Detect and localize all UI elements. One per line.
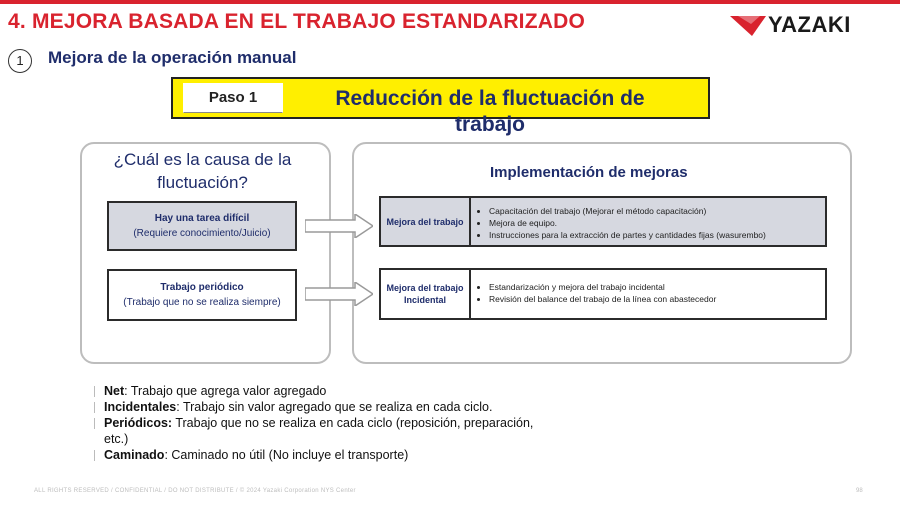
- arrow-right-icon: [305, 282, 373, 306]
- list-item: • Mejora de equipo.: [489, 217, 766, 229]
- improvement-row-incidental: [379, 268, 827, 320]
- note-term: Periódicos:: [104, 416, 173, 430]
- list-item: • Revisión del balance del trabajo de la línea con abastecedor: [489, 293, 716, 305]
- definitions-notes: [98, 383, 558, 463]
- note-text: : Trabajo sin valor agregado que se realiza en cada ciclo.: [176, 400, 493, 414]
- note-text: : Caminado no útil (No incluye el transporte): [164, 448, 409, 462]
- section-number: 1: [8, 49, 32, 73]
- step-label: Paso 1: [183, 83, 283, 113]
- cause-title: Trabajo periódico: [160, 282, 244, 293]
- cause-title: Hay una tarea difícil: [154, 213, 250, 224]
- step-title: Reducción de la fluctuación de trabajo: [335, 87, 645, 136]
- cause-question: ¿Cuál es la causa de la fluctuación?: [113, 150, 292, 192]
- note-text: : Trabajo que agrega valor agregado: [124, 384, 327, 398]
- note-incidental: [98, 399, 558, 415]
- note-term: Caminado: [104, 448, 165, 462]
- logo-text: YAZAKI: [768, 12, 851, 37]
- arrow-right-icon: [305, 214, 373, 238]
- list-item: • Estandarización y mejora del trabajo incidental: [489, 281, 716, 293]
- note-periodic: [98, 415, 558, 447]
- note-term: Incidentales: [104, 400, 177, 414]
- company-logo: [730, 12, 870, 38]
- list-item: • Capacitación del trabajo (Mejorar el método capacitación): [489, 205, 766, 217]
- note-walking: [98, 447, 558, 463]
- cause-detail: (Trabajo que no se realiza siempre): [123, 297, 281, 308]
- improvement-list: [477, 205, 766, 241]
- yazaki-logo-icon: [730, 12, 766, 38]
- note-text: Trabajo que no se realiza en cada ciclo (reposición, preparación, etc.): [104, 416, 534, 446]
- improvement-row-label: Mejora del trabajo Incidental: [381, 270, 471, 318]
- section-subtitle: Mejora de la operación manual: [48, 48, 297, 67]
- cause-box-difficult-task: [107, 201, 297, 251]
- note-net: [98, 383, 558, 399]
- list-item: • Instrucciones para la extracción de partes y cantidades fijas (wasurembo): [489, 229, 766, 241]
- page-number: 98: [856, 488, 863, 494]
- improvement-row-work: [379, 196, 827, 247]
- footer-legal: ALL RIGHTS RESERVED / CONFIDENTIAL / DO NOT DISTRIBUTE / © 2024 Yazaki Corporation NYS Center: [34, 488, 356, 494]
- cause-box-periodic-work: [107, 269, 297, 321]
- page-title: 4. MEJORA BASADA EN EL TRABAJO ESTANDARIZADO: [8, 10, 586, 33]
- improvement-heading: Implementación de mejoras: [490, 164, 688, 181]
- note-term: Net: [104, 384, 125, 398]
- cause-detail: (Requiere conocimiento/Juicio): [133, 228, 271, 239]
- top-accent-bar: [0, 0, 900, 4]
- improvement-list: [477, 281, 716, 305]
- improvement-row-label: Mejora del trabajo: [381, 198, 471, 245]
